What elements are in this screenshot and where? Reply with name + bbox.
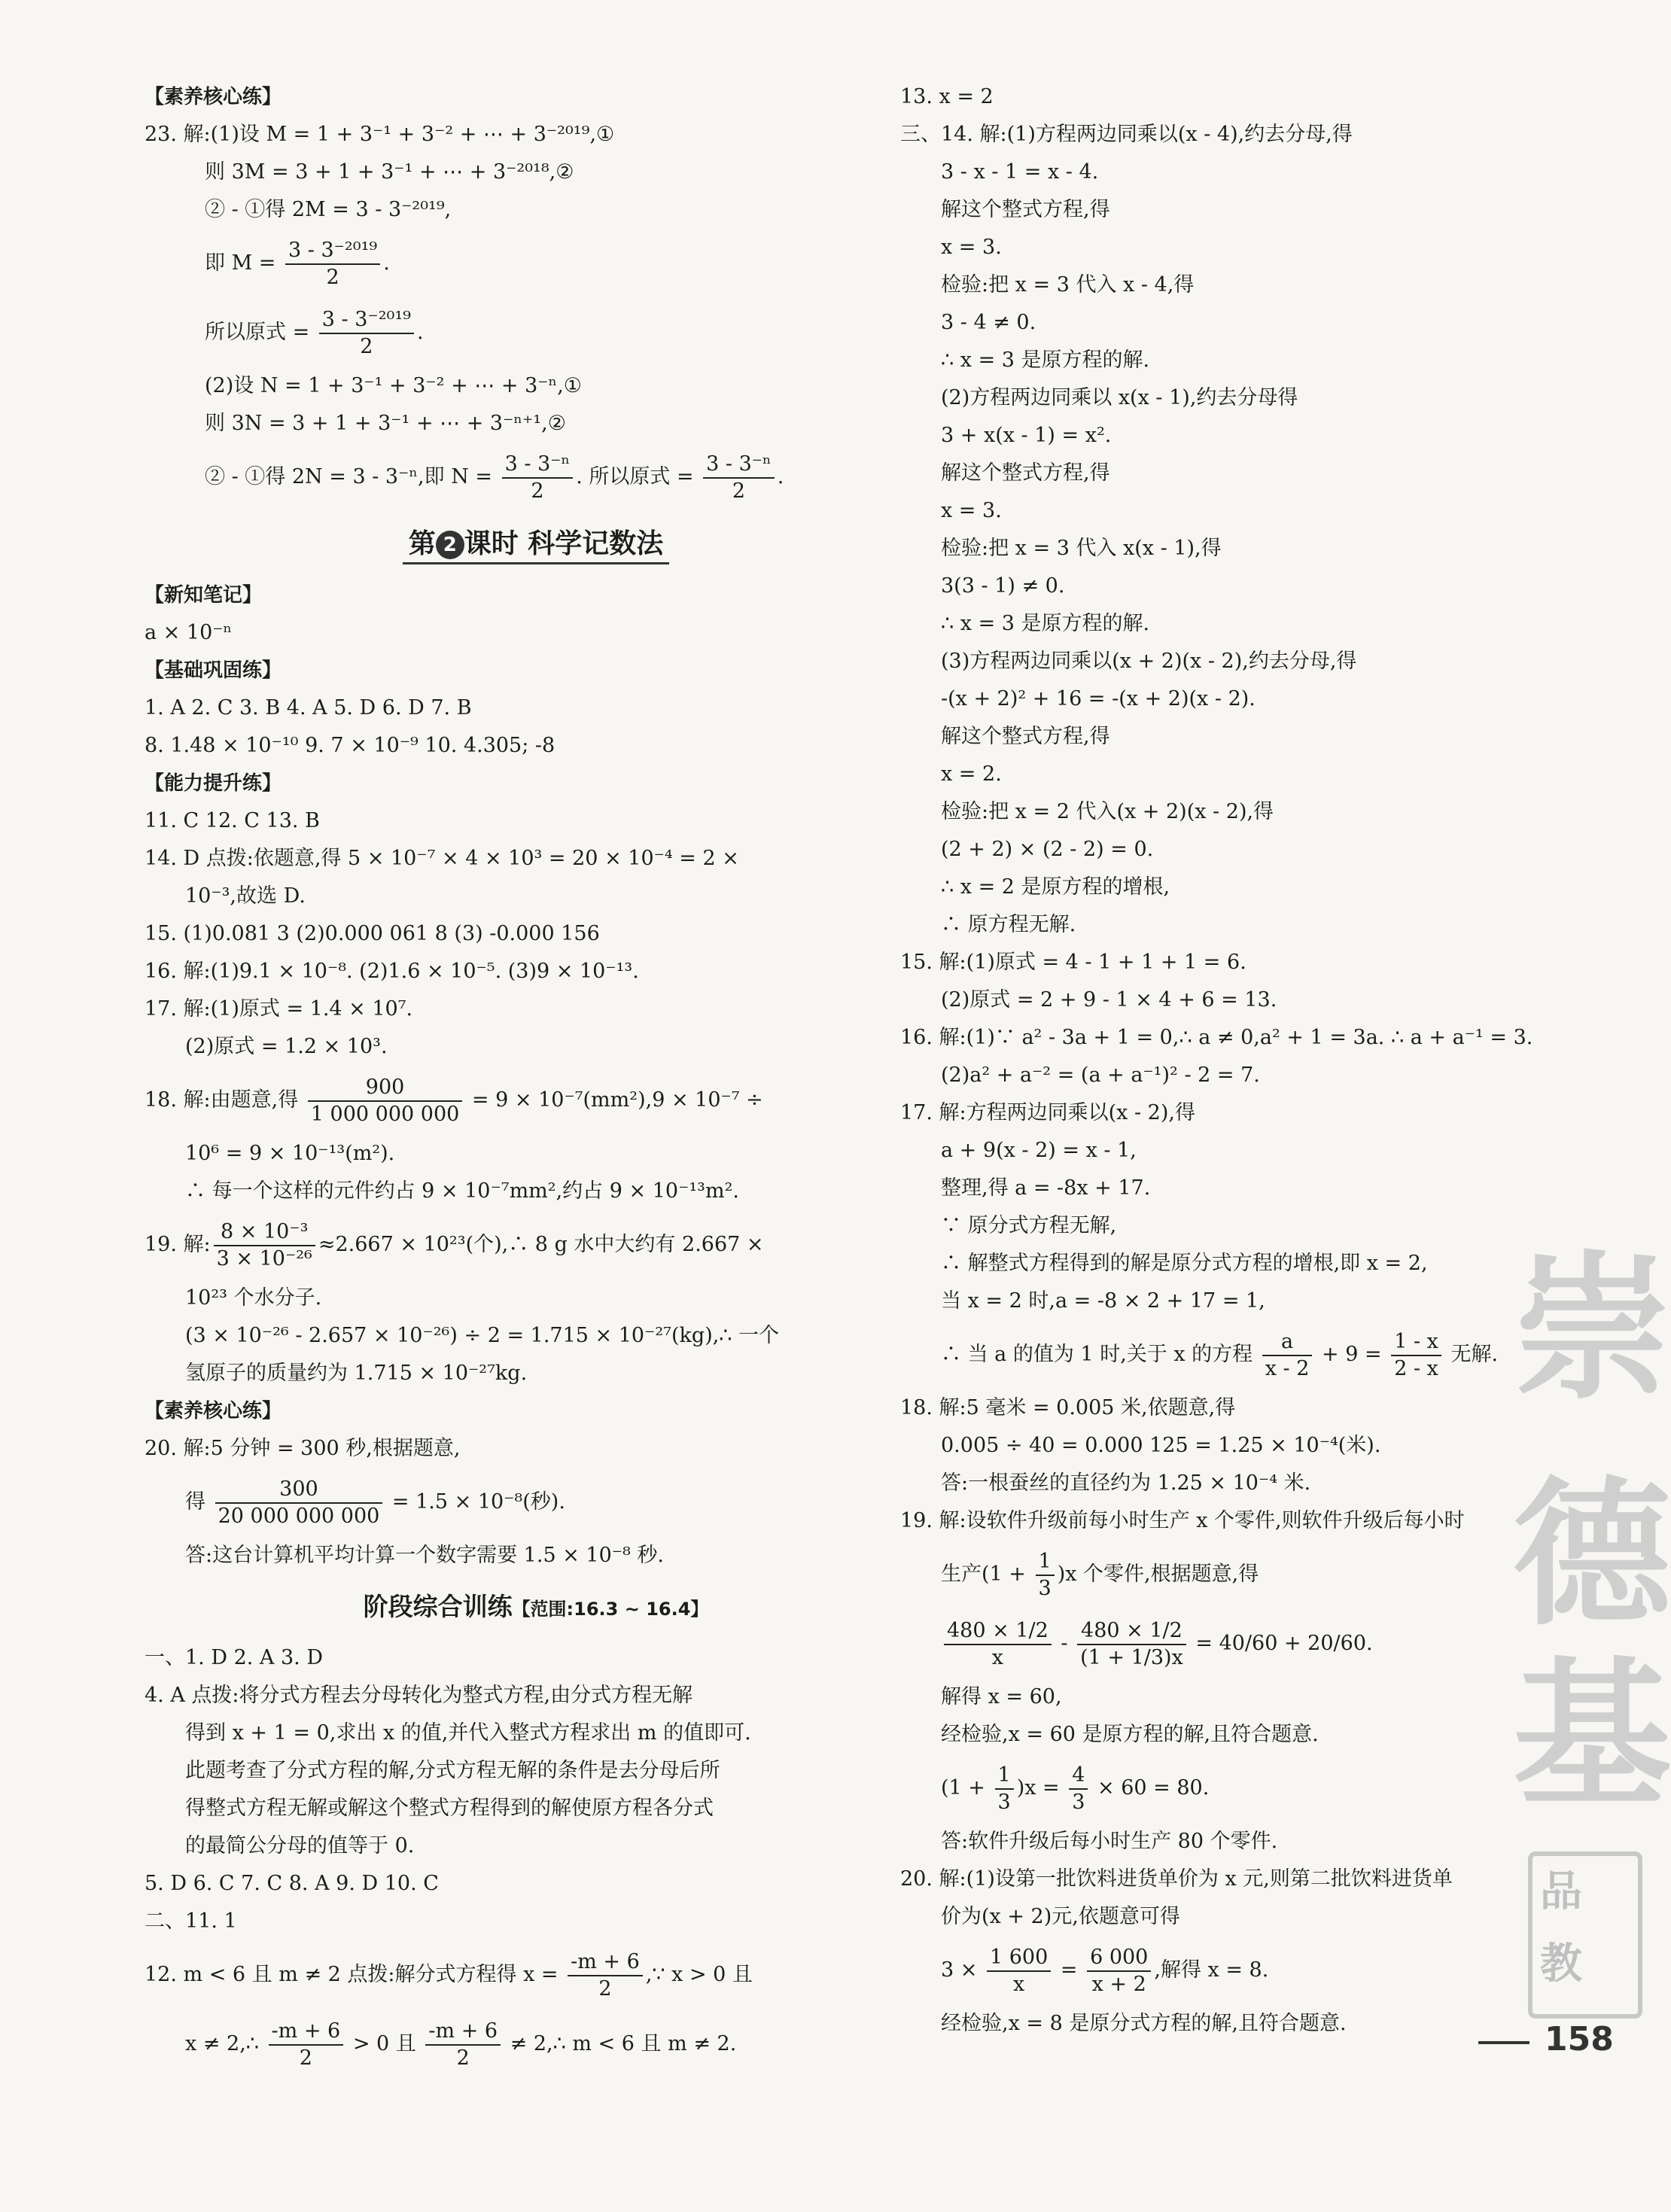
answer-line <box>145 1430 927 1468</box>
line-text: (3 × 10⁻²⁶ - 2.657 × 10⁻²⁶) ÷ 2 = 1.715 × 10⁻²⁷(kg),∴ 一个 <box>185 1324 780 1347</box>
answer-line <box>145 1903 927 1940</box>
section-heading <box>145 577 927 614</box>
answer-line <box>900 2005 1563 2043</box>
answer-line <box>900 530 1563 567</box>
answer-line <box>900 1427 1563 1465</box>
line-text: (2)原式 = 2 + 9 - 1 × 4 + 6 = 13. <box>941 988 1277 1012</box>
section-heading <box>145 652 927 689</box>
line-text-tail: > 0 且 <box>346 2032 423 2055</box>
line-text: -(x + 2)² + 16 = -(x + 2)(x - 2). <box>941 687 1256 710</box>
lesson-name: 课时 科学记数法 <box>464 528 664 559</box>
answer-line <box>145 1210 927 1279</box>
answer-line <box>145 1066 927 1135</box>
line-text-tail: . <box>417 321 424 344</box>
stage-range: 【范围:16.3 ~ 16.4】 <box>512 1599 709 1620</box>
answer-line <box>145 405 927 443</box>
fraction-numerator: 3 - 3⁻²⁰¹⁹ <box>319 307 414 334</box>
line-text: (2)设 N = 1 + 3⁻¹ + 3⁻² + ⋯ + 3⁻ⁿ,① <box>205 374 582 397</box>
answer-line <box>145 229 927 298</box>
answer-line <box>145 878 927 915</box>
answer-line <box>900 78 1563 116</box>
fraction-2-numerator: 4 <box>1069 1763 1088 1790</box>
line-text: 20. 解:(1)设第一批饮料进货单价为 x 元,则第二批饮料进货单 <box>900 1867 1453 1891</box>
fraction-denominator: 2 <box>326 265 339 289</box>
answer-line <box>145 1790 927 1827</box>
answer-line <box>900 680 1563 718</box>
line-text: 一、1. D 2. A 3. D <box>145 1646 323 1669</box>
line-text: 17. 解:方程两边同乘以(x - 2),得 <box>900 1101 1195 1124</box>
answer-line <box>900 266 1563 304</box>
fraction-numerator: 3 - 3⁻²⁰¹⁹ <box>285 238 380 265</box>
answer-line <box>900 869 1563 906</box>
line-text: (2)a² + a⁻² = (a + a⁻¹)² - 2 = 7. <box>941 1063 1260 1087</box>
fraction <box>285 238 380 291</box>
line-text: 10⁶ = 9 × 10⁻¹³(m²). <box>185 1142 395 1165</box>
answer-line <box>900 229 1563 266</box>
answer-line <box>900 1465 1563 1502</box>
fraction-2-numerator: -m + 6 <box>425 2019 501 2046</box>
fraction <box>502 452 574 504</box>
answer-line <box>145 1468 927 1537</box>
line-text: 10²³ 个水分子. <box>185 1286 322 1310</box>
lesson-number: 2 <box>436 531 464 559</box>
line-text: ∴ 原方程无解. <box>941 913 1076 936</box>
answer-line <box>145 1317 927 1355</box>
answer-line <box>900 116 1563 154</box>
answer-line <box>900 1716 1563 1754</box>
line-text: 0.005 ÷ 40 = 0.000 125 = 1.25 × 10⁻⁴(米). <box>941 1434 1381 1457</box>
fraction-2 <box>425 2019 501 2071</box>
line-text: 检验:把 x = 3 代入 x - 4,得 <box>941 273 1195 297</box>
fraction-denominator: 2 <box>531 479 544 503</box>
answer-line <box>145 727 927 765</box>
answer-line <box>145 1752 927 1790</box>
answer-line <box>900 455 1563 492</box>
line-text: 答:这台计算机平均计算一个数字需要 1.5 × 10⁻⁸ 秒. <box>185 1544 665 1567</box>
answer-line <box>145 191 927 229</box>
fraction-numerator: 8 × 10⁻³ <box>214 1219 315 1246</box>
answer-line <box>145 689 927 727</box>
line-text: 13. x = 2 <box>900 85 994 108</box>
line-text: ② - ①得 2N = 3 - 3⁻ⁿ,即 N = <box>205 465 499 488</box>
answer-line <box>900 1207 1563 1245</box>
fraction-denominator: 2 <box>360 334 373 358</box>
answer-line <box>900 154 1563 191</box>
fraction-denominator: 1 000 000 000 <box>310 1102 460 1126</box>
line-text: 10⁻³,故选 D. <box>185 884 306 908</box>
fraction <box>987 1945 1051 1997</box>
answer-line <box>145 1827 927 1865</box>
fraction-2-numerator: 480 × 1/2 <box>1077 1618 1186 1645</box>
stage-title <box>145 1575 927 1639</box>
line-text: 解得 x = 60, <box>941 1685 1062 1708</box>
answer-line <box>900 981 1563 1019</box>
answer-line <box>900 1936 1563 2005</box>
lesson-prefix: 第 <box>408 528 436 559</box>
section-heading <box>145 78 927 116</box>
fraction-2 <box>1087 1945 1151 1997</box>
line-text: 三、14. 解:(1)方程两边同乘以(x - 4),约去分母,得 <box>900 123 1353 146</box>
line-text: 3 - x - 1 = x - 4. <box>941 160 1099 184</box>
answer-line <box>145 614 927 652</box>
lesson-title <box>145 512 927 577</box>
line-text: 16. 解:(1)∵ a² - 3a + 1 = 0,∴ a ≠ 0,a² + 1 = 3a. ∴ a + a⁻¹ = 3. <box>900 1026 1533 1049</box>
fraction-denominator: 3 × 10⁻²⁶ <box>216 1246 312 1270</box>
fraction <box>1036 1549 1055 1602</box>
answer-line <box>900 756 1563 793</box>
answer-line <box>145 1940 927 2010</box>
line-text: 18. 解:5 毫米 = 0.005 米,依题意,得 <box>900 1396 1236 1419</box>
answer-line <box>145 1279 927 1317</box>
line-text: 15. 解:(1)原式 = 4 - 1 + 1 + 1 = 6. <box>900 951 1246 974</box>
line-text: 【素养核心练】 <box>145 86 282 108</box>
answer-line <box>900 567 1563 605</box>
fraction-2 <box>1077 1618 1186 1671</box>
line-text: 解这个整式方程,得 <box>941 725 1110 748</box>
line-text: 解这个整式方程,得 <box>941 461 1110 485</box>
line-text: ∴ 解整式方程得到的解是原分式方程的增根,即 x = 2, <box>941 1252 1428 1275</box>
fraction-denominator: x <box>1013 1972 1025 1996</box>
line-text: 检验:把 x = 2 代入(x + 2)(x - 2),得 <box>941 800 1274 823</box>
answer-line <box>145 298 927 367</box>
right-column <box>900 78 1563 2043</box>
answer-line <box>900 1320 1563 1389</box>
line-text: a × 10⁻ⁿ <box>145 621 233 644</box>
line-text: (2 + 2) × (2 - 2) = 0. <box>941 838 1154 861</box>
fraction-2 <box>1391 1329 1441 1382</box>
fraction-numerator: a <box>1262 1329 1313 1356</box>
line-text: 经检验,x = 8 是原分式方程的解,且符合题意. <box>941 2012 1347 2035</box>
line-text: 得 <box>185 1490 212 1514</box>
line-text: 当 x = 2 时,a = -8 × 2 + 17 = 1, <box>941 1289 1265 1313</box>
line-text-tail-2: ≠ 2,∴ m < 6 且 m ≠ 2. <box>504 2032 737 2055</box>
fraction-2-denominator: 3 <box>1072 1790 1085 1814</box>
line-text: 18. 解:由题意,得 <box>145 1088 305 1112</box>
watermark-char-2: 德 <box>1513 1461 1671 1647</box>
line-text: 19. 解:设软件升级前每小时生产 x 个零件,则软件升级后每小时 <box>900 1509 1465 1532</box>
line-text-tail: )x = <box>1016 1776 1067 1800</box>
line-text: 得到 x + 1 = 0,求出 x 的值,并代入整式方程求出 m 的值即可. <box>185 1721 751 1745</box>
fraction <box>308 1075 463 1127</box>
fraction-2 <box>1069 1763 1088 1815</box>
line-text: 答:一根蚕丝的直径约为 1.25 × 10⁻⁴ 米. <box>941 1471 1311 1495</box>
answer-line <box>900 1540 1563 1609</box>
line-text: x = 2. <box>941 762 1002 786</box>
line-text: 【基础巩固练】 <box>145 659 282 682</box>
line-text: 【素养核心练】 <box>145 1400 282 1422</box>
stage-title-text: 阶段综合训练 <box>363 1592 513 1621</box>
answer-line <box>145 116 927 154</box>
answer-line <box>900 1754 1563 1823</box>
answer-line <box>900 1898 1563 1936</box>
answer-line <box>145 1677 927 1715</box>
page-number: 158 <box>1545 2020 1614 2058</box>
fraction-numerator: 900 <box>308 1075 463 1102</box>
fraction-numerator: -m + 6 <box>568 1949 643 1976</box>
line-text: 15. (1)0.081 3 (2)0.000 061 8 (3) -0.000 156 <box>145 922 600 945</box>
fraction <box>944 1618 1052 1671</box>
line-text-tail-2: × 60 = 80. <box>1091 1776 1210 1800</box>
line-text: 3 + x(x - 1) = x². <box>941 424 1112 447</box>
publisher-seal: 品 教 <box>1528 1851 1642 2019</box>
fraction-numerator: 3 - 3⁻ⁿ <box>502 452 574 479</box>
line-text: 14. D 点拨:依题意,得 5 × 10⁻⁷ × 4 × 10³ = 20 × 10⁻⁴ = 2 × <box>145 847 739 870</box>
section-heading <box>145 1392 927 1430</box>
fraction <box>269 2019 344 2071</box>
fraction-numerator: -m + 6 <box>269 2019 344 2046</box>
line-text: 即 M = <box>205 251 283 275</box>
answer-line <box>900 1389 1563 1427</box>
line-text: x = 3. <box>941 236 1002 259</box>
answer-line <box>900 379 1563 417</box>
line-text: 【能力提升练】 <box>145 772 282 795</box>
line-text: 19. 解: <box>145 1233 211 1256</box>
answer-line <box>900 643 1563 680</box>
fraction-numerator: 1 <box>1036 1549 1055 1576</box>
fraction-2-numerator: 6 000 <box>1087 1945 1151 1972</box>
fraction <box>995 1763 1014 1815</box>
fraction-numerator: 1 600 <box>987 1945 1051 1972</box>
fraction-2-denominator: (1 + 1/3)x <box>1080 1645 1183 1669</box>
fraction <box>214 1219 315 1272</box>
line-text-tail: = 1.5 × 10⁻⁸(秒). <box>385 1490 565 1514</box>
fraction <box>1262 1329 1313 1382</box>
line-text: 12. m < 6 且 m ≠ 2 点拨:解分式方程得 x = <box>145 1963 565 1986</box>
fraction-2-denominator: x + 2 <box>1091 1972 1146 1996</box>
answer-line <box>145 840 927 878</box>
watermark-char-1: 崇 <box>1513 1235 1671 1421</box>
line-text: ∴ 当 a 的值为 1 时,关于 x 的方程 <box>941 1343 1259 1366</box>
answer-line <box>900 1678 1563 1716</box>
line-text: a + 9(x - 2) = x - 1, <box>941 1139 1137 1162</box>
answer-line <box>145 443 927 512</box>
line-text: 生产(1 + <box>941 1562 1033 1586</box>
line-text: 8. 1.48 × 10⁻¹⁰ 9. 7 × 10⁻⁹ 10. 4.305; -8 <box>145 734 555 757</box>
line-text: ∴ x = 3 是原方程的解. <box>941 348 1150 372</box>
line-text: 则 3M = 3 + 1 + 3⁻¹ + ⋯ + 3⁻²⁰¹⁸,② <box>205 160 574 184</box>
line-text: 此题考查了分式方程的解,分式方程无解的条件是去分母后所 <box>185 1759 720 1782</box>
line-text-tail: = <box>1054 1958 1085 1982</box>
line-text: x ≠ 2,∴ <box>185 2032 266 2055</box>
answer-line <box>145 367 927 405</box>
fraction-2-denominator: 2 - x <box>1394 1356 1438 1380</box>
fraction <box>319 307 414 360</box>
line-text: 二、11. 1 <box>145 1909 237 1933</box>
fraction-denominator: 2 <box>598 1976 612 2001</box>
line-text-tail: - <box>1054 1632 1075 1655</box>
answer-line <box>145 1028 927 1066</box>
fraction-2-denominator: 2 <box>456 2046 470 2070</box>
answer-line <box>900 1132 1563 1170</box>
answer-line <box>900 1609 1563 1678</box>
answer-line <box>900 1823 1563 1861</box>
line-text: 17. 解:(1)原式 = 1.4 × 10⁷. <box>145 997 413 1021</box>
fraction-2 <box>703 452 775 504</box>
answer-line <box>900 417 1563 455</box>
fraction-denominator: x - 2 <box>1265 1356 1310 1380</box>
line-text: (3)方程两边同乘以(x + 2)(x - 2),约去分母,得 <box>941 650 1357 673</box>
answer-line <box>145 1715 927 1752</box>
answer-line <box>900 1245 1563 1282</box>
fraction-numerator: 300 <box>215 1477 383 1504</box>
line-text-tail: . 所以原式 = <box>576 465 701 488</box>
answer-line <box>900 492 1563 530</box>
answer-line <box>145 802 927 840</box>
line-text: 23. 解:(1)设 M = 1 + 3⁻¹ + 3⁻² + ⋯ + 3⁻²⁰¹⁹,① <box>145 123 615 146</box>
section-heading <box>145 765 927 802</box>
line-text: 则 3N = 3 + 1 + 3⁻¹ + ⋯ + 3⁻ⁿ⁺¹,② <box>205 412 566 435</box>
line-text: 1. A 2. C 3. B 4. A 5. D 6. D 7. B <box>145 696 472 720</box>
line-text: (2)方程两边同乘以 x(x - 1),约去分母得 <box>941 386 1298 409</box>
answer-line <box>900 1057 1563 1094</box>
answer-line <box>900 906 1563 944</box>
line-text: 检验:把 x = 3 代入 x(x - 1),得 <box>941 537 1222 560</box>
fraction-2-denominator: 2 <box>732 479 746 503</box>
line-text: 16. 解:(1)9.1 × 10⁻⁸. (2)1.6 × 10⁻⁵. (3)9 × 10⁻¹³. <box>145 960 639 983</box>
answer-line <box>900 831 1563 869</box>
line-text: ∴ x = 3 是原方程的解. <box>941 612 1150 635</box>
line-text: x = 3. <box>941 499 1002 522</box>
watermark-char-3: 基 <box>1513 1642 1671 1827</box>
line-text: 11. C 12. C 13. B <box>145 809 320 832</box>
line-text: 【新知笔记】 <box>145 584 263 607</box>
answer-line <box>145 154 927 191</box>
line-text-tail: + 9 = <box>1315 1343 1389 1366</box>
line-text-tail-2: . <box>777 465 784 488</box>
line-text-tail: )x 个零件,根据题意,得 <box>1057 1562 1259 1586</box>
fraction-denominator: 3 <box>997 1790 1011 1814</box>
answer-line <box>900 1170 1563 1207</box>
answer-line <box>145 1173 927 1210</box>
line-text: 整理,得 a = -8x + 17. <box>941 1176 1151 1200</box>
line-text: ∴ 每一个这样的元件约占 9 × 10⁻⁷mm²,约占 9 × 10⁻¹³m². <box>185 1179 739 1203</box>
line-text: 所以原式 = <box>205 321 316 344</box>
lesson-title-text <box>403 528 670 564</box>
answer-line <box>145 1537 927 1575</box>
line-text: 得整式方程无解或解这个整式方程得到的解使原方程各分式 <box>185 1797 714 1820</box>
line-text-tail: . <box>383 251 390 275</box>
answer-line <box>900 718 1563 756</box>
answer-line <box>900 191 1563 229</box>
answer-line <box>145 1865 927 1903</box>
fraction-2-numerator: 3 - 3⁻ⁿ <box>703 452 775 479</box>
answer-line <box>900 304 1563 342</box>
answer-line <box>145 1639 927 1677</box>
line-text: ∴ x = 2 是原方程的增根, <box>941 875 1170 899</box>
line-text: 3 × <box>941 1958 984 1982</box>
line-text: 经检验,x = 60 是原方程的解,且符合题意. <box>941 1723 1319 1746</box>
answer-line <box>145 1135 927 1173</box>
line-text-tail: ≈2.667 × 10²³(个),∴ 8 g 水中大约有 2.667 × <box>318 1233 764 1256</box>
line-text: 3 - 4 ≠ 0. <box>941 311 1036 334</box>
answer-line <box>900 944 1563 981</box>
line-text: 20. 解:5 分钟 = 300 秒,根据题意, <box>145 1437 461 1460</box>
page-number-dash <box>1478 2041 1529 2044</box>
fraction-denominator: 3 <box>1038 1576 1052 1600</box>
line-text-tail: = 9 × 10⁻⁷(mm²),9 × 10⁻⁷ ÷ <box>465 1088 763 1112</box>
answer-line <box>900 793 1563 831</box>
line-text: 氢原子的质量约为 1.715 × 10⁻²⁷kg. <box>185 1362 528 1385</box>
line-text-tail-2: = 40/60 + 20/60. <box>1189 1632 1373 1655</box>
line-text: 5. D 6. C 7. C 8. A 9. D 10. C <box>145 1872 439 1895</box>
answer-line <box>900 1094 1563 1132</box>
line-text-tail-2: ,解得 x = 8. <box>1154 1958 1269 1982</box>
answer-line <box>900 1282 1563 1320</box>
fraction <box>568 1949 643 2002</box>
answer-line <box>900 1861 1563 1898</box>
line-text: (1 + <box>941 1776 992 1800</box>
answer-line <box>145 990 927 1028</box>
line-text: 解这个整式方程,得 <box>941 198 1110 221</box>
line-text: ② - ①得 2M = 3 - 3⁻²⁰¹⁹, <box>205 198 452 221</box>
answer-line <box>900 1019 1563 1057</box>
fraction-denominator: 2 <box>299 2046 312 2070</box>
answer-line <box>900 605 1563 643</box>
fraction <box>215 1477 383 1529</box>
line-text: ∵ 原分式方程无解, <box>941 1214 1117 1237</box>
line-text: 3(3 - 1) ≠ 0. <box>941 574 1065 598</box>
answer-line <box>900 342 1563 379</box>
line-text: (2)原式 = 1.2 × 10³. <box>185 1035 388 1058</box>
answer-line <box>900 1502 1563 1540</box>
fraction-2-numerator: 1 - x <box>1391 1329 1441 1356</box>
answer-line <box>145 915 927 953</box>
line-text: 价为(x + 2)元,依题意可得 <box>941 1905 1180 1928</box>
line-text-tail-2: 无解. <box>1444 1343 1499 1366</box>
line-text: 的最简公分母的值等于 0. <box>185 1834 415 1858</box>
line-text-tail: ,∵ x > 0 且 <box>645 1963 753 1986</box>
fraction-denominator: 20 000 000 000 <box>218 1504 380 1528</box>
answer-line <box>145 1355 927 1392</box>
line-text: 4. A 点拨:将分式方程去分母转化为整式方程,由分式方程无解 <box>145 1684 693 1707</box>
fraction-numerator: 1 <box>995 1763 1014 1790</box>
left-column <box>145 78 927 2079</box>
fraction-numerator: 480 × 1/2 <box>944 1618 1052 1645</box>
fraction-denominator: x <box>991 1645 1003 1669</box>
answer-line <box>145 2010 927 2079</box>
line-text: 答:软件升级后每小时生产 80 个零件. <box>941 1830 1278 1853</box>
answer-line <box>145 953 927 990</box>
